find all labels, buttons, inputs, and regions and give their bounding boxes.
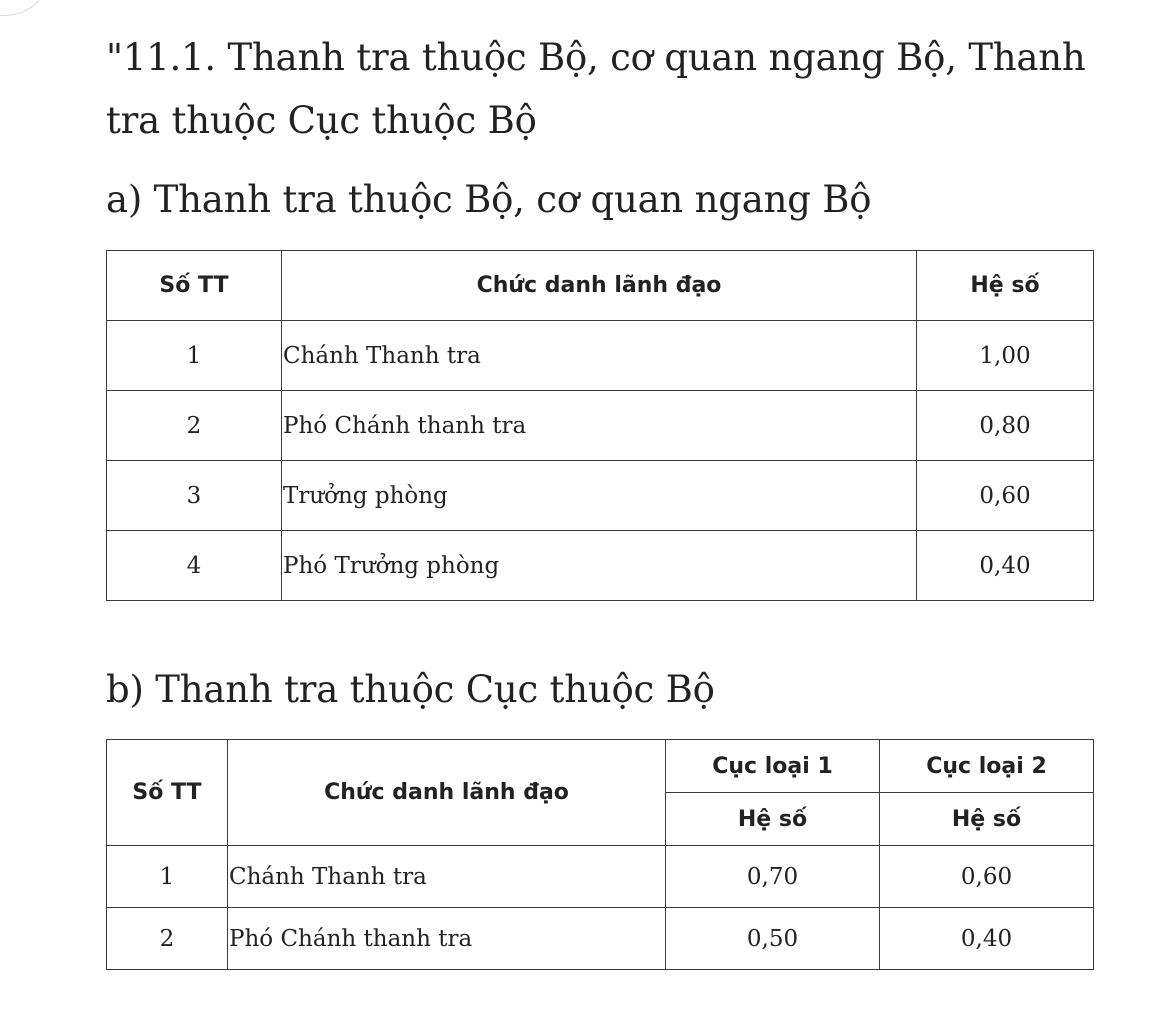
column-header-coefficient-1: Hệ số xyxy=(666,793,880,846)
cell-title: Chánh Thanh tra xyxy=(228,846,666,908)
cell-coefficient-2: 0,40 xyxy=(880,908,1094,970)
table-row xyxy=(107,531,1094,601)
cell-coefficient-1: 0,70 xyxy=(666,846,880,908)
section-a-title: a) Thanh tra thuộc Bộ, cơ quan ngang Bộ xyxy=(106,178,872,221)
table-header-row xyxy=(107,740,1094,793)
cell-coefficient-1: 0,50 xyxy=(666,908,880,970)
cell-stt: 2 xyxy=(107,391,282,461)
corner-decoration xyxy=(0,0,46,16)
column-header-title: Chức danh lãnh đạo xyxy=(228,740,666,846)
table-row xyxy=(107,321,1094,391)
cell-coefficient-2: 0,60 xyxy=(880,846,1094,908)
cell-coefficient: 0,80 xyxy=(917,391,1094,461)
column-header-coefficient-2: Hệ số xyxy=(880,793,1094,846)
cell-coefficient: 0,40 xyxy=(917,531,1094,601)
column-header-stt: Số TT xyxy=(107,740,228,846)
cell-stt: 4 xyxy=(107,531,282,601)
table-header-row xyxy=(107,251,1094,321)
cell-stt: 2 xyxy=(107,908,228,970)
section-b-title: b) Thanh tra thuộc Cục thuộc Bộ xyxy=(106,668,715,711)
cell-stt: 1 xyxy=(107,321,282,391)
table-section-b xyxy=(106,739,1094,970)
table-row xyxy=(107,908,1094,970)
table-row xyxy=(107,846,1094,908)
column-group-cuc-loai-2: Cục loại 2 xyxy=(880,740,1094,793)
document-heading: "11.1. Thanh tra thuộc Bộ, cơ quan ngang Bộ, Thanh tra thuộc Cục thuộc Bộ xyxy=(106,36,1086,142)
table-row xyxy=(107,461,1094,531)
cell-coefficient: 0,60 xyxy=(917,461,1094,531)
column-header-coefficient: Hệ số xyxy=(917,251,1094,321)
table-row xyxy=(107,391,1094,461)
column-group-cuc-loai-1: Cục loại 1 xyxy=(666,740,880,793)
cell-title: Phó Chánh thanh tra xyxy=(228,908,666,970)
cell-title: Phó Chánh thanh tra xyxy=(282,391,917,461)
column-header-stt: Số TT xyxy=(107,251,282,321)
cell-title: Phó Trưởng phòng xyxy=(282,531,917,601)
table-section-a xyxy=(106,250,1094,601)
cell-coefficient: 1,00 xyxy=(917,321,1094,391)
cell-title: Chánh Thanh tra xyxy=(282,321,917,391)
cell-stt: 1 xyxy=(107,846,228,908)
column-header-title: Chức danh lãnh đạo xyxy=(282,251,917,321)
cell-stt: 3 xyxy=(107,461,282,531)
cell-title: Trưởng phòng xyxy=(282,461,917,531)
